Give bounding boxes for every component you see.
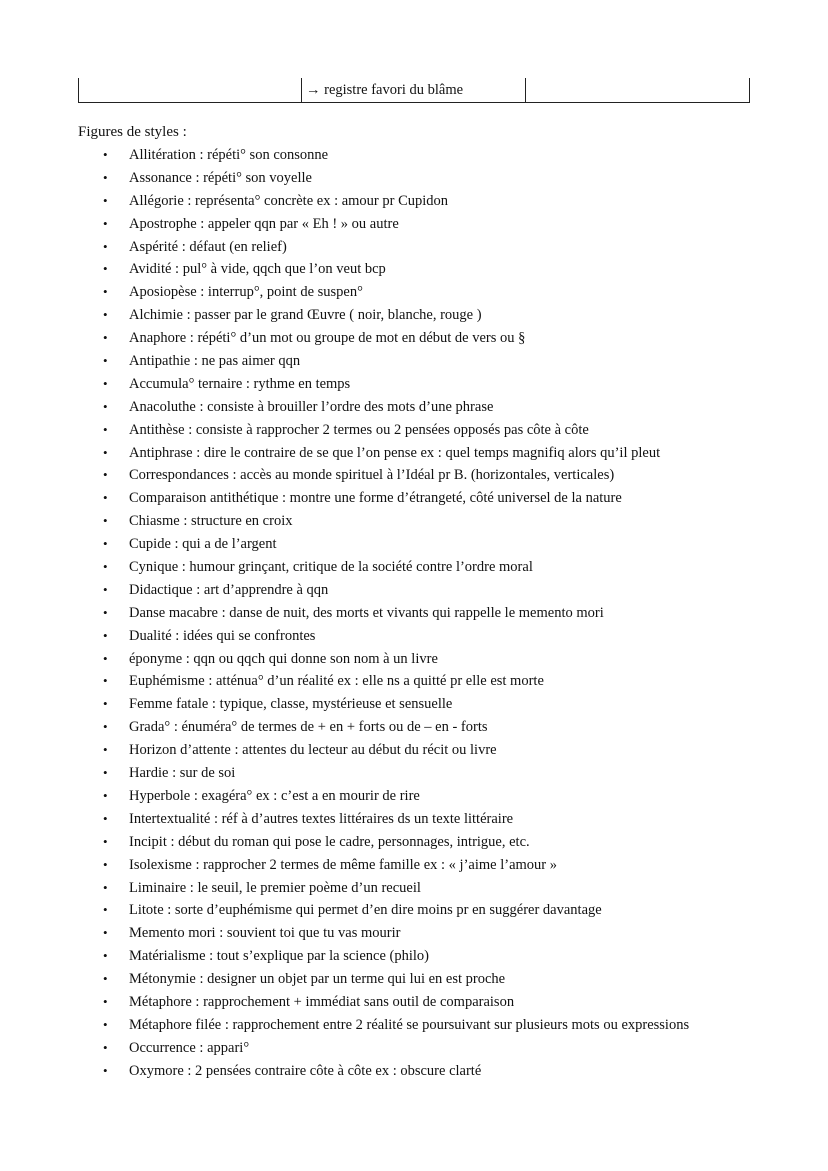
list-item-text: Matérialisme : tout s’explique par la science (philo) (129, 948, 429, 965)
list-item-text: Correspondances : accès au monde spirituel à l’Idéal pr B. (horizontales, verticales) (129, 467, 615, 484)
bullet-icon: • (103, 581, 108, 597)
bullet-icon: • (103, 261, 108, 277)
list-item-text: Cupide : qui a de l’argent (129, 536, 277, 553)
list-item (0, 694, 828, 717)
list-item (0, 740, 828, 763)
list-item (0, 717, 828, 740)
list-item (0, 237, 828, 260)
list-item (0, 946, 828, 969)
list-item (0, 603, 828, 626)
table-cell-middle: → registre favori du blâme (302, 78, 526, 102)
list-item-text: Euphémisme : atténua° d’un réalité ex : elle ns a quitté pr elle est morte (129, 673, 544, 690)
list-item-text: Comparaison antithétique : montre une forme d’étrangeté, côté universel de la nature (129, 490, 622, 507)
list-item (0, 259, 828, 282)
bullet-icon: • (103, 627, 108, 643)
list-item (0, 168, 828, 191)
bullet-icon: • (103, 719, 108, 735)
list-item-text: Allitération : répéti° son consonne (129, 147, 329, 163)
list-item-text: Hyperbole : exagéra° ex : c’est a en mourir de rire (129, 787, 420, 804)
list-item-text: Aposiopèse : interrup°, point de suspen° (129, 284, 363, 301)
list-item-text: Chiasme : structure en croix (129, 513, 293, 530)
list-item (0, 809, 828, 832)
bullet-icon: • (103, 238, 108, 254)
bullet-icon: • (103, 513, 108, 529)
bullet-icon: • (103, 810, 108, 826)
list-item-text: Memento mori : souvient toi que tu vas mourir (129, 925, 401, 942)
bullet-icon: • (103, 833, 108, 849)
bullet-icon: • (103, 375, 108, 391)
list-item (0, 878, 828, 901)
bullet-icon: • (103, 925, 108, 941)
list-item (0, 900, 828, 923)
bullet-icon: • (103, 993, 108, 1009)
bullet-icon: • (103, 147, 108, 162)
list-item-text: Métaphore filée : rapprochement entre 2 réalité se poursuivant sur plusieurs mots ou expressions (129, 1016, 690, 1033)
table-cell-right (526, 78, 749, 102)
list-item-text: Femme fatale : typique, classe, mystérieuse et sensuelle (129, 696, 453, 713)
bullet-icon: • (103, 307, 108, 323)
list-item (0, 465, 828, 488)
list-item-text: Anacoluthe : consiste à brouiller l’ordre des mots d’une phrase (129, 398, 494, 415)
bullet-icon: • (103, 421, 108, 437)
list-item (0, 1015, 828, 1038)
list-item-text: Alchimie : passer par le grand Œuvre ( noir, blanche, rouge ) (129, 307, 482, 324)
list-item (0, 923, 828, 946)
list-item (0, 992, 828, 1015)
list-item (0, 832, 828, 855)
list-item (0, 626, 828, 649)
list-item-text: Accumula° ternaire : rythme en temps (129, 375, 351, 392)
bullet-icon: • (103, 444, 108, 460)
list-item-text: Aspérité : défaut (en relief) (129, 238, 287, 255)
list-item-text: Didactique : art d’apprendre à qqn (129, 581, 329, 598)
list-item-text: éponyme : qqn ou qqch qui donne son nom à un livre (129, 650, 438, 667)
list-item (0, 557, 828, 580)
bullet-icon: • (103, 948, 108, 964)
table-fragment (78, 78, 750, 103)
bullet-icon: • (103, 398, 108, 414)
list-item-text: Horizon d’attente : attentes du lecteur au début du récit ou livre (129, 742, 497, 759)
list-item-text: Grada° : énuméra° de termes de + en + forts ou de – en - forts (129, 719, 488, 736)
list-item-text: Apostrophe : appeler qqn par « Eh ! » ou autre (129, 215, 399, 232)
list-item (0, 351, 828, 374)
section-title: Figures de styles : (78, 124, 187, 140)
bullet-icon: • (103, 879, 108, 895)
bullet-icon: • (103, 353, 108, 369)
bullet-icon: • (103, 1039, 108, 1055)
bullet-icon: • (103, 490, 108, 506)
figures-list (0, 145, 828, 1084)
list-item-text: Métaphore : rapprochement + immédiat sans outil de comparaison (129, 993, 515, 1010)
bullet-icon: • (103, 765, 108, 781)
list-item (0, 397, 828, 420)
list-item (0, 855, 828, 878)
list-item (0, 786, 828, 809)
list-item (0, 534, 828, 557)
list-item (0, 649, 828, 672)
bullet-icon: • (103, 1016, 108, 1032)
list-item (0, 671, 828, 694)
bullet-icon: • (103, 971, 108, 987)
list-item-text: Allégorie : représenta° concrète ex : amour pr Cupidon (129, 192, 449, 209)
list-item-text: Avidité : pul° à vide, qqch que l’on veut bcp (129, 261, 386, 278)
list-item-text: Litote : sorte d’euphémisme qui permet d’en dire moins pr en suggérer davantage (129, 902, 602, 919)
list-item-text: Intertextualité : réf à d’autres textes littéraires ds un texte littéraire (129, 810, 514, 827)
bullet-icon: • (103, 192, 108, 208)
list-item-text: Oxymore : 2 pensées contraire côte à côte ex : obscure clarté (129, 1062, 482, 1079)
list-item-text: Anaphore : répéti° d’un mot ou groupe de mot en début de vers ou § (129, 330, 526, 347)
list-item-text: Danse macabre : danse de nuit, des morts et vivants qui rappelle le memento mori (129, 604, 604, 621)
list-item-text: Assonance : répéti° son voyelle (129, 169, 312, 186)
list-item (0, 488, 828, 511)
list-item-text: Antipathie : ne pas aimer qqn (129, 353, 301, 370)
list-item (0, 969, 828, 992)
bullet-icon: • (103, 169, 108, 185)
bullet-icon: • (103, 604, 108, 620)
list-item-text: Incipit : début du roman qui pose le cadre, personnages, intrigue, etc. (129, 833, 530, 850)
bullet-icon: • (103, 330, 108, 346)
list-item (0, 763, 828, 786)
bullet-icon: • (103, 536, 108, 552)
list-item (0, 328, 828, 351)
list-item (0, 420, 828, 443)
list-item (0, 580, 828, 603)
list-item-text: Antithèse : consiste à rapprocher 2 termes ou 2 pensées opposés pas côte à côte (129, 421, 589, 438)
bullet-icon: • (103, 742, 108, 758)
list-item (0, 511, 828, 534)
list-item (0, 282, 828, 305)
list-item (0, 1061, 828, 1084)
list-item (0, 443, 828, 466)
bullet-icon: • (103, 696, 108, 712)
list-item-text: Liminaire : le seuil, le premier poème d’un recueil (129, 879, 421, 896)
bullet-icon: • (103, 559, 108, 575)
bullet-icon: • (103, 1062, 108, 1078)
bullet-icon: • (103, 467, 108, 483)
bullet-icon: • (103, 856, 108, 872)
list-item-text: Antiphrase : dire le contraire de se que l’on pense ex : quel temps magnifiq alors qu’il pleut (129, 444, 661, 461)
bullet-icon: • (103, 215, 108, 231)
list-item (0, 374, 828, 397)
table-cell-left (79, 78, 302, 102)
bullet-icon: • (103, 650, 108, 666)
list-item (0, 191, 828, 214)
list-item (0, 1038, 828, 1061)
list-item-text: Isolexisme : rapprocher 2 termes de même famille ex : « j’aime l’amour » (129, 856, 557, 873)
list-item-text: Dualité : idées qui se confrontes (129, 627, 316, 644)
list-item (0, 145, 828, 168)
list-item-text: Hardie : sur de soi (129, 765, 236, 782)
bullet-icon: • (103, 902, 108, 918)
list-item-text: Occurrence : appari° (129, 1039, 250, 1056)
bullet-icon: • (103, 673, 108, 689)
list-item-text: Métonymie : designer un objet par un terme qui lui en est proche (129, 971, 506, 988)
list-item-text: Cynique : humour grinçant, critique de la société contre l’ordre moral (129, 559, 533, 576)
list-item (0, 305, 828, 328)
bullet-icon: • (103, 787, 108, 803)
bullet-icon: • (103, 284, 108, 300)
list-item (0, 214, 828, 237)
